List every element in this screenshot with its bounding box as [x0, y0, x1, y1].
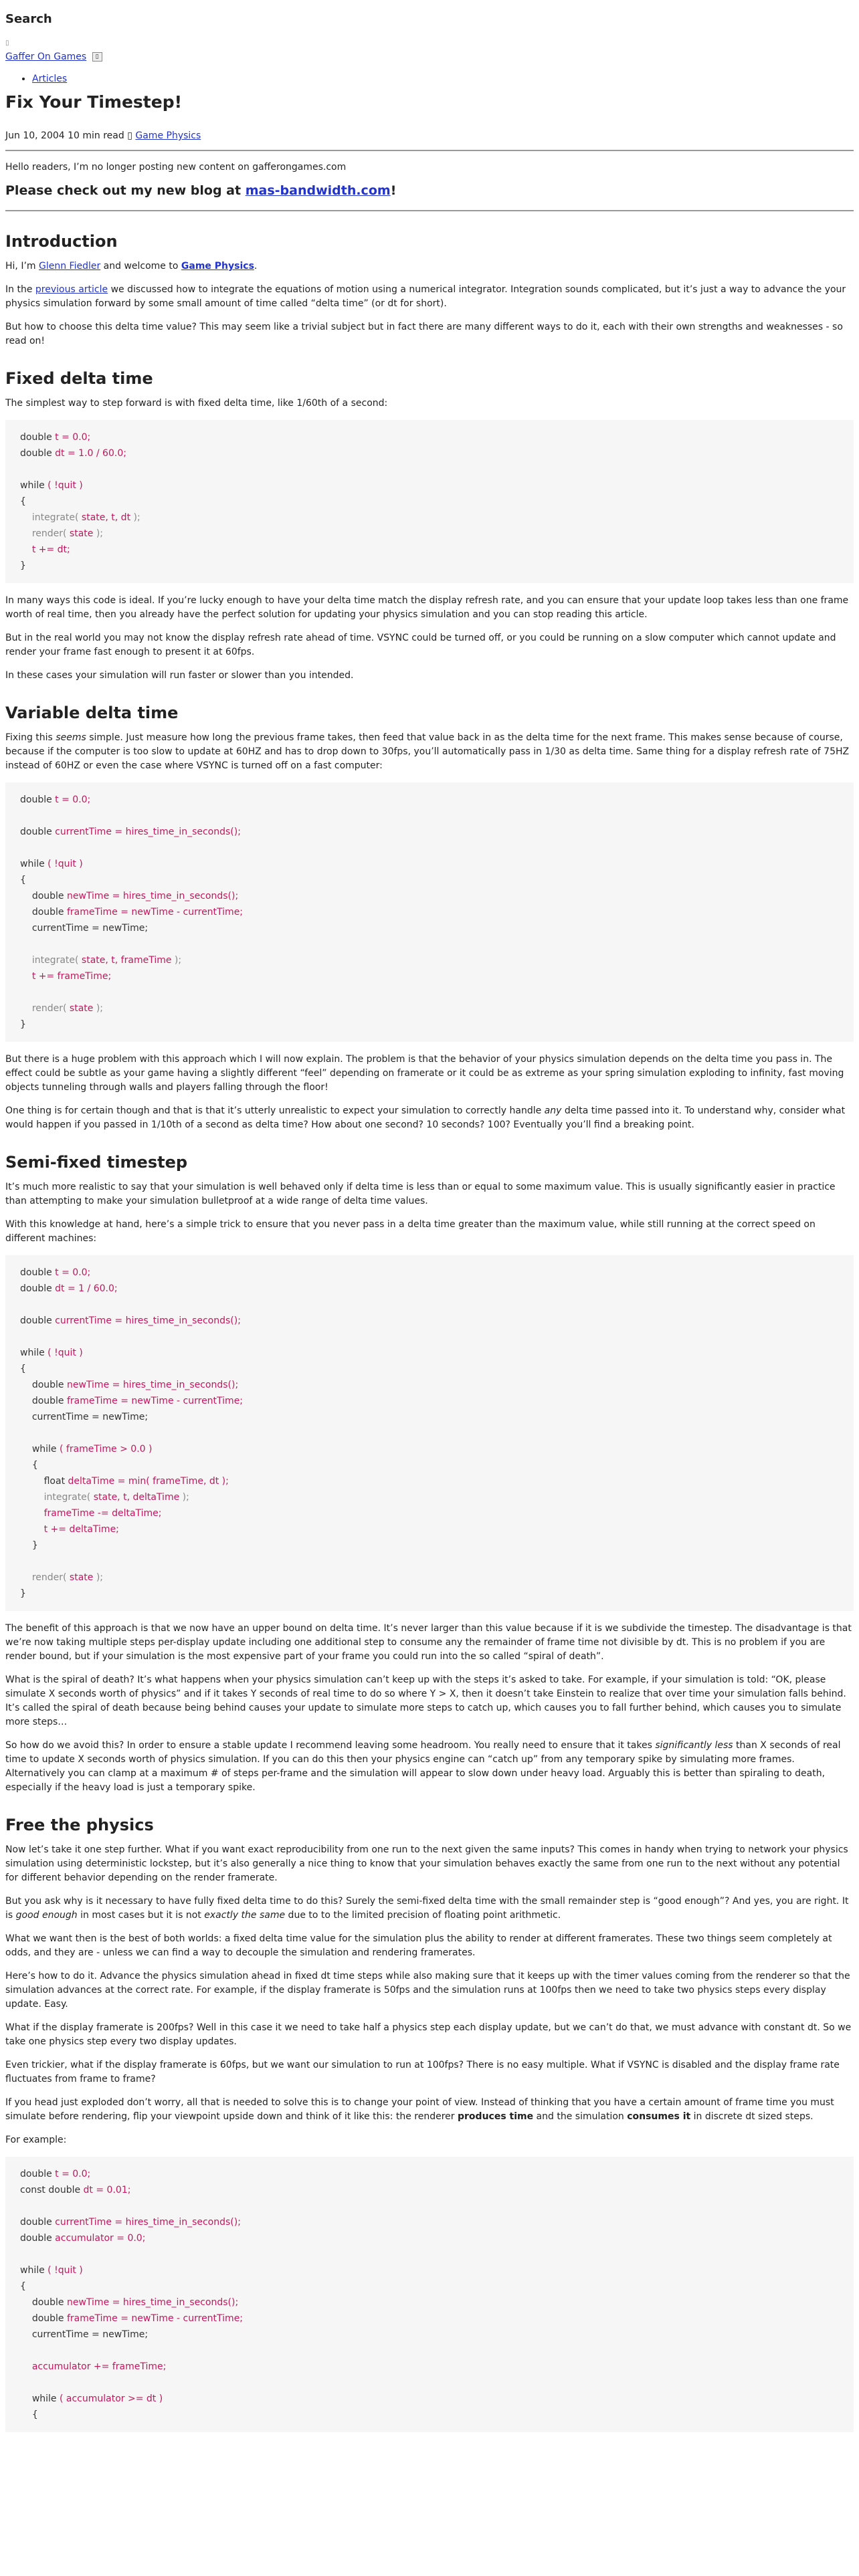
paragraph: The simplest way to step forward is with fixed delta time, like 1/60th of a second:: [5, 398, 388, 409]
text: simple. Just measure how long the previous frame takes, then feed that value back in as the delta time for the next frame. This makes sense because of course, because if the computer is too slow to update at 60HZ and has to drop down to 30fps, you’ll automatically pass in 1/30 as delta time. Same thing for a display refresh rate of 75HZ instead of 60HZ or even the case where VSYNC is turned off on a fast computer:: [5, 732, 850, 771]
code-token: while: [31, 2393, 57, 2404]
code-token: t = 0.0;: [55, 2169, 91, 2179]
strong-text: produces time: [458, 2111, 534, 2122]
strong-text: consumes it: [627, 2111, 691, 2122]
code-token: while: [20, 1348, 45, 1358]
divider: [5, 150, 854, 151]
code-token: accumulator += frameTime;: [31, 2361, 167, 2372]
code-token: t += dt;: [31, 544, 70, 555]
code-token: double: [20, 1267, 52, 1278]
code-token: state: [69, 1003, 94, 1014]
paragraph: But there is a huge problem with this approach which I will now explain. The problem is that the behavior of your physics simulation depends on the delta time you pass in. The effect could be subtle as your game having a slightly different “feel” depending on framerate or it could be as extreme as your spring simulation exploding to infinity, fast moving objects tunneling through walls and players falling through the floor!: [5, 1054, 844, 1093]
code-token: ( !quit ): [47, 480, 83, 491]
promo-suffix: !: [390, 183, 397, 198]
code-token: newTime = hires_time_in_seconds();: [66, 1380, 239, 1390]
code-token: frameTime = newTime - currentTime;: [66, 2313, 244, 2324]
paragraph: It’s much more realistic to say that your simulation is well behaved only if delta time is less than or equal to some maximum value. This is usually significantly easier in practice than attempting to make your simulation bulletproof at a wide range of delta time values.: [5, 1182, 836, 1206]
nav-link-articles[interactable]: Articles: [32, 74, 68, 84]
code-token: double: [20, 448, 52, 459]
code-token: t = 0.0;: [55, 794, 91, 805]
heading-variable-delta-time: Variable delta time: [5, 704, 179, 722]
code-token: );: [96, 528, 104, 539]
code-token: currentTime = newTime;: [31, 2329, 149, 2340]
code-token: integrate(: [31, 955, 79, 966]
emphasis: any: [544, 1105, 562, 1116]
paragraph: Even trickier, what if the display framerate is 60fps, but we want our simulation to run at 100fps? There is no easy multiple. What if VSYNC is disabled and the display frame rate fluctuates from frame to frame?: [5, 2060, 840, 2084]
code-token: );: [96, 1572, 104, 1583]
code-token: t += deltaTime;: [43, 1524, 119, 1535]
code-token: double: [31, 2313, 64, 2324]
code-token: state, t, dt: [81, 512, 131, 523]
code-token: double: [31, 907, 64, 918]
heading-introduction: Introduction: [5, 232, 118, 251]
text: In the: [5, 284, 35, 295]
text: Fixing this: [5, 732, 56, 743]
series-link[interactable]: Game Physics: [181, 261, 254, 272]
emphasis: exactly the same: [204, 1910, 286, 1921]
code-token: while: [20, 2265, 45, 2276]
promo-prefix: Please check out my new blog at: [5, 183, 246, 198]
theme-toggle-icon[interactable]: ▯: [92, 52, 102, 62]
emphasis: seems: [56, 732, 86, 743]
code-token: currentTime = hires_time_in_seconds();: [55, 2217, 241, 2228]
code-token: }: [20, 1019, 26, 1030]
main-nav: [5, 72, 854, 86]
post-meta-text: Jun 10, 2004 10 min read ▯: [5, 130, 136, 141]
code-token: const double: [20, 2185, 81, 2195]
code-token: double: [20, 794, 52, 805]
code-token: while: [20, 480, 45, 491]
code-token: {: [31, 2409, 38, 2420]
emphasis: significantly less: [655, 1740, 733, 1751]
text: in discrete dt sized steps.: [690, 2111, 814, 2122]
code-token: frameTime = newTime - currentTime;: [66, 907, 244, 918]
code-token: double: [20, 1315, 52, 1326]
paragraph: What we want then is the best of both worlds: a fixed delta time value for the simulation plus the ability to render at different framerates. These two things seem completely at odds, and they are - unless we can find a way to decouple the simulation and rendering framerates.: [5, 1933, 832, 1958]
paragraph: In many ways this code is ideal. If you’re lucky enough to have your delta time match the display refresh rate, and you can ensure that your update loop takes less than one frame worth of real time, then you already have the perfect solution for updating your physics simulation and you can stop reading this article.: [5, 595, 849, 620]
code-token: {: [20, 2281, 26, 2292]
code-token: {: [20, 1364, 26, 1374]
text: than X seconds of real time to update X seconds worth of physics simulation. If you can do this then your physics engine can “catch up” from any temporary spike by simulating more frames. Alternatively you can clamp at a maximum # of steps per-frame and the simulation will appear to slow down under heavy load. Arguably this is better than spiraling to death, especially if the heavy load is just a temporary spike.: [5, 1740, 841, 1793]
post-meta: [5, 129, 854, 143]
paragraph: [5, 2096, 854, 2124]
paragraph: Here’s how to do it. Advance the physics simulation ahead in fixed dt time steps while also making sure that it keeps up with the timer values coming from the renderer so that the simulation advances at the correct rate. For example, if the display framerate is 50fps and the simulation runs at 100fps then we need to take two physics steps every display update. Easy.: [5, 1971, 850, 2010]
code-token: {: [31, 1460, 38, 1471]
emphasis: good enough: [15, 1910, 78, 1921]
code-token: dt = 1.0 / 60.0;: [55, 448, 126, 459]
code-token: );: [182, 1492, 189, 1503]
code-token: currentTime = newTime;: [31, 1412, 149, 1422]
code-token: double: [31, 1396, 64, 1406]
code-token: currentTime = hires_time_in_seconds();: [55, 1315, 241, 1326]
code-token: ( !quit ): [47, 2265, 83, 2276]
paragraph: [5, 731, 854, 773]
code-block: [5, 420, 854, 583]
paragraph: What if the display framerate is 200fps? Well in this case it we need to take half a physics step each display update, but we can’t do that, we must advance with constant dt. So we take one physics step every two display updates.: [5, 2022, 852, 2047]
code-token: render(: [31, 1572, 67, 1583]
text: Hi, I’m: [5, 261, 39, 272]
paragraph: [5, 283, 854, 311]
code-token: double: [20, 432, 52, 443]
code-token: );: [96, 1003, 104, 1014]
author-link[interactable]: Glenn Fiedler: [38, 261, 101, 272]
code-token: deltaTime = min( frameTime, dt );: [68, 1476, 229, 1487]
code-token: }: [20, 1588, 26, 1599]
code-token: integrate(: [31, 512, 79, 523]
text: and the simulation: [533, 2111, 628, 2122]
code-token: frameTime = newTime - currentTime;: [66, 1396, 244, 1406]
code-token: );: [174, 955, 182, 966]
paragraph: Now let’s take it one step further. What if you want exact reproducibility from one run to the next given the same inputs? This comes in handy when trying to network your physics simulation using deterministic lockstep, but it’s also generally a nice thing to know that your simulation behaves exactly the same from one run to the next without any potential for different behavior depending on the render framerate.: [5, 1844, 848, 1883]
paragraph: But in the real world you may not know the display refresh rate ahead of time. VSYNC could be turned off, or you could be running on a slow computer which cannot update and render your frame fast enough to present it at 60fps.: [5, 633, 836, 657]
code-token: ( !quit ): [47, 859, 83, 869]
code-token: render(: [31, 1003, 67, 1014]
code-token: }: [20, 560, 26, 571]
code-token: currentTime = hires_time_in_seconds();: [55, 827, 241, 837]
text: So how do we avoid this? In order to ensure a stable update I recommend leaving some headroom. You really need to ensure that it takes: [5, 1740, 656, 1751]
text: in most cases but it is not: [77, 1910, 205, 1921]
post-title: Fix Your Timestep!: [5, 92, 183, 112]
code-token: while: [20, 859, 45, 869]
code-token: ( frameTime > 0.0 ): [59, 1444, 153, 1455]
paragraph: [5, 1895, 854, 1923]
site-header: [5, 50, 854, 64]
code-token: t += frameTime;: [31, 971, 112, 982]
paragraph: The benefit of this approach is that we now have an upper bound on delta time. It’s never larger than this value because if it is we subdivide the timestep. The disadvantage is that we’re now taking multiple steps per-display update including one additional step to consume any the remainder of frame time not divisible by dt. This is no problem if you are render bound, but if your simulation is the most expensive part of your frame you could run into the so called “spiral of death”.: [5, 1623, 852, 1662]
code-token: ( !quit ): [47, 1348, 83, 1358]
text: One thing is for certain though and that is that it’s utterly unrealistic to expect your simulation to correctly handle: [5, 1105, 545, 1116]
text: and welcome to: [100, 261, 181, 272]
paragraph: With this knowledge at hand, here’s a simple trick to ensure that you never pass in a delta time greater than the maximum value, while still running at the correct speed on different machines:: [5, 1219, 816, 1244]
text: If you head just exploded don’t worry, all that is needed to solve this is to change your point of view. Instead of thinking that you have a certain amount of frame time you must simulate before rendering, flip your viewpoint upside down and think of it like this: the renderer: [5, 2097, 834, 2122]
code-token: dt = 0.01;: [83, 2185, 131, 2195]
code-token: }: [31, 1540, 38, 1551]
code-token: double: [20, 2233, 52, 2244]
paragraph: For example:: [5, 2135, 67, 2145]
promo-banner: [5, 184, 854, 198]
code-block: [5, 782, 854, 1042]
code-token: ( accumulator >= dt ): [59, 2393, 163, 2404]
paragraph: What is the spiral of death? It’s what happens when your physics simulation can’t keep up with the steps it’s asked to take. For example, if your simulation is told: “OK, please simulate X seconds worth of physics” and if it takes Y seconds of real time to do so where Y > X, then it doesn’t take Einstein to realize that over time your simulation falls behind. It’s called the spiral of death because being behind causes your update to simulate more steps to catch up, which causes you to fall further behind, which causes you to simulate more steps…: [5, 1675, 846, 1727]
text: due to to the limited precision of floating point arithmetic.: [285, 1910, 561, 1921]
code-token: {: [20, 496, 26, 507]
code-token: double: [31, 2297, 64, 2308]
code-token: integrate(: [43, 1492, 91, 1503]
menu-icon[interactable]: ▯: [5, 39, 9, 47]
site-name-link[interactable]: Gaffer On Games: [5, 51, 87, 62]
paragraph: [5, 1104, 854, 1132]
text: we discussed how to integrate the equations of motion using a numerical integrator. Integration sounds complicated, but it’s just a way to advance the your physics simulation forward by some small amount of time called “delta time” (or dt for short).: [5, 284, 846, 309]
code-token: render(: [31, 528, 67, 539]
code-token: float: [43, 1476, 66, 1487]
paragraph: [5, 259, 854, 274]
code-token: t = 0.0;: [55, 1267, 91, 1278]
code-token: t = 0.0;: [55, 432, 91, 443]
code-token: double: [20, 2169, 52, 2179]
text: .: [254, 261, 258, 272]
code-token: state, t, deltaTime: [93, 1492, 180, 1503]
code-token: double: [31, 1380, 64, 1390]
code-token: currentTime = newTime;: [31, 923, 149, 934]
code-token: double: [31, 891, 64, 901]
search-label: Search: [5, 12, 52, 26]
code-block: [5, 2157, 854, 2432]
heading-semi-fixed-timestep: Semi-fixed timestep: [5, 1153, 188, 1172]
paragraph: In these cases your simulation will run faster or slower than you intended.: [5, 670, 354, 681]
heading-fixed-delta-time: Fixed delta time: [5, 369, 153, 388]
code-token: double: [20, 827, 52, 837]
code-token: state: [69, 528, 94, 539]
notice-text: Hello readers, I’m no longer posting new content on gafferongames.com: [5, 162, 347, 173]
code-token: dt = 1 / 60.0;: [55, 1283, 118, 1294]
code-token: double: [20, 1283, 52, 1294]
code-token: while: [31, 1444, 57, 1455]
text: delta time passed into it. To understand why, consider what would happen if you passed in 1/10th of a second as delta time? How about one second? 10 seconds? 100? Eventually you’ll find a breaking point.: [5, 1105, 846, 1130]
heading-free-the-physics: Free the physics: [5, 1816, 154, 1834]
previous-article-link[interactable]: previous article: [35, 284, 108, 295]
code-token: newTime = hires_time_in_seconds();: [66, 2297, 239, 2308]
code-token: newTime = hires_time_in_seconds();: [66, 891, 239, 901]
text: But you ask why is it necessary to have fully fixed delta time to do this? Surely the semi-fixed delta time with the small remainder step is “good enough”? And yes, you are right. It is: [5, 1896, 849, 1921]
nav-item-articles: [32, 72, 854, 86]
code-token: frameTime -= deltaTime;: [43, 1508, 162, 1519]
promo-link[interactable]: mas-bandwidth.com: [245, 183, 391, 198]
code-token: accumulator = 0.0;: [55, 2233, 146, 2244]
code-block: [5, 1255, 854, 1611]
code-token: state: [69, 1572, 94, 1583]
code-token: );: [133, 512, 140, 523]
paragraph: But how to choose this delta time value? This may seem like a trivial subject but in fact there are many different ways to do it, each with their own strengths and weaknesses - so read on!: [5, 322, 843, 346]
divider: [5, 210, 854, 211]
code-token: double: [20, 2217, 52, 2228]
code-token: {: [20, 875, 26, 885]
category-link[interactable]: Game Physics: [135, 130, 201, 141]
paragraph: [5, 1739, 854, 1795]
code-token: state, t, frameTime: [81, 955, 172, 966]
